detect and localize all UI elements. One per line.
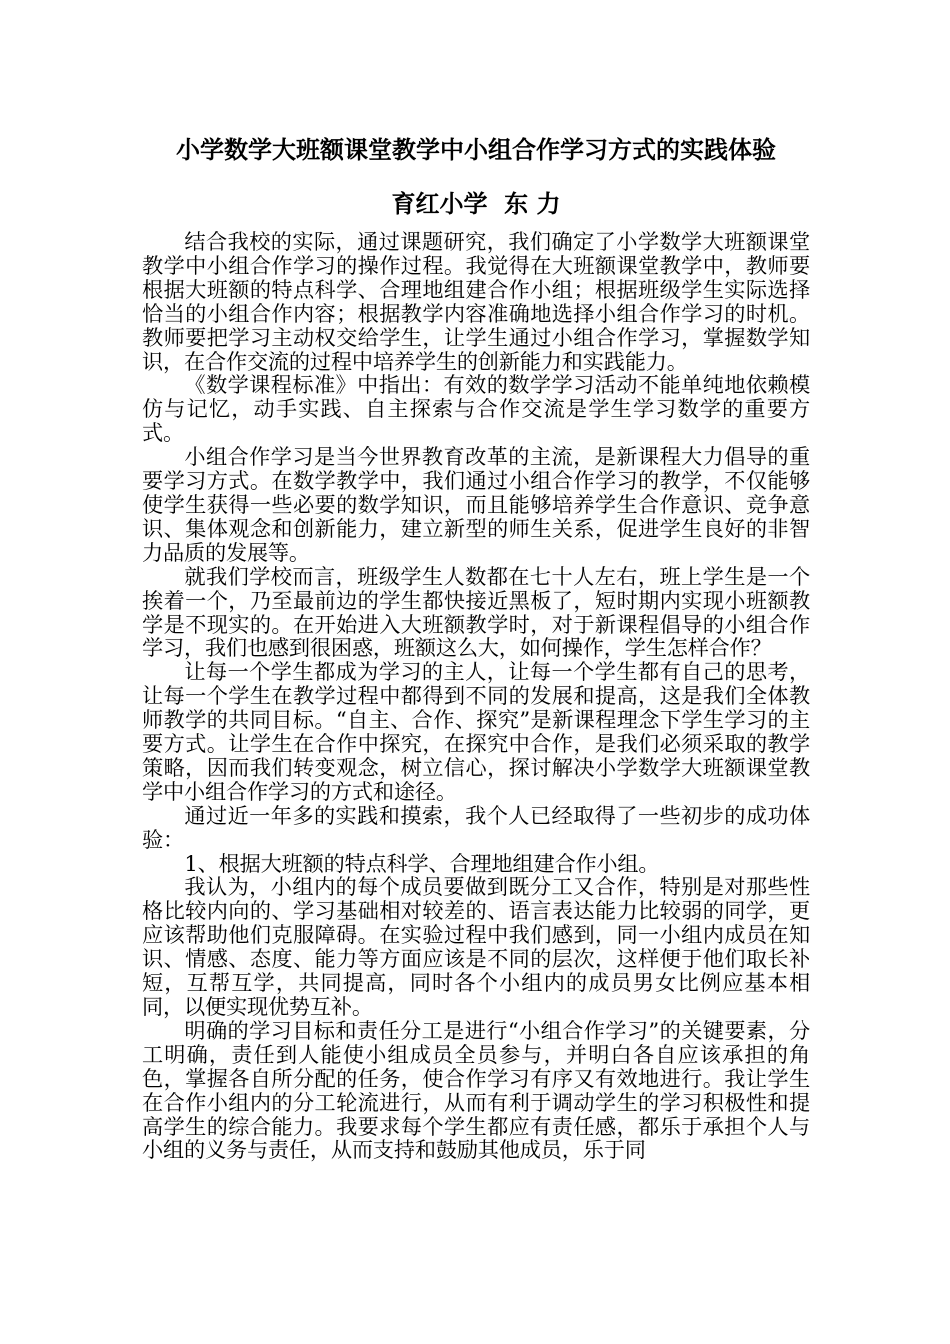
paragraph: 结合我校的实际，通过课题研究，我们确定了小学数学大班额课堂教学中小组合作学习的操作过程。我觉得在大班额课堂教学中，教师要根据大班额的特点科学、合理地组建合作小组；根据班级学生实际选择恰当的小组合作内容；根据教学内容准确地选择小组合作学习的时机。教师要把学习主动权交给学生，让学生通过小组合作学习，掌握数学知识，在合作交流的过程中培养学生的创新能力和实践能力。 (142, 229, 810, 374)
paragraph: 就我们学校而言，班级学生人数都在七十人左右，班上学生是一个挨着一个，乃至最前边的学生都快接近黑板了，短时期内实现小班额教学是不现实的。在开始进入大班额教学时，对于新课程倡导的小组合作学习，我们也感到很困惑，班额这么大，如何操作，学生怎样合作？ (142, 563, 810, 661)
paragraph: 我认为，小组内的每个成员要做到既分工又合作，特别是对那些性格比较内向的、学习基础相对较差的、语言表达能力比较弱的同学，更应该帮助他们克服障碍。在实验过程中我们感到，同一小组内成员在知识、情感、态度、能力等方面应该是不同的层次，这样便于他们取长补短，互帮互学，共同提高，同时各个小组内的成员男女比例应基本相同，以便实现优势互补。 (142, 874, 810, 1019)
paragraph: 小组合作学习是当今世界教育改革的主流，是新课程大力倡导的重要学习方式。在数学教学中，我们通过小组合作学习的教学，不仅能够使学生获得一些必要的数学知识，而且能够培养学生合作意识、竞争意识、集体观念和创新能力，建立新型的师生关系，促进学生良好的非智力品质的发展等。 (142, 444, 810, 565)
paragraph: 通过近一年多的实践和摸索，我个人已经取得了一些初步的成功体验： (142, 802, 810, 852)
section-heading: 1、根据大班额的特点科学、合理地组建合作小组。 (184, 850, 660, 876)
document-title: 小学数学大班额课堂教学中小组合作学习方式的实践体验 (176, 136, 776, 164)
paragraph: 让每一个学生都成为学习的主人，让每一个学生都有自己的思考，让每一个学生在教学过程中都得到不同的发展和提高，这是我们全体教师教学的共同目标。“自主、合作、探究”是新课程理念下学生学习的主要方式。让学生在合作中探究，在探究中合作，是我们必须采取的教学策略，因而我们转变观念，树立信心，探讨解决小学数学大班额课堂教学中小组合作学习的方式和途径。 (142, 659, 810, 804)
paragraph: 《数学课程标准》中指出：有效的数学学习活动不能单纯地依赖模仿与记忆，动手实践、自主探索与合作交流是学生学习数学的重要方式。 (142, 372, 810, 446)
document-body (142, 230, 810, 1162)
document-page (142, 128, 810, 1162)
author-byline: 育红小学 东 力 (391, 190, 561, 218)
paragraph: 明确的学习目标和责任分工是进行“小组合作学习”的关键要素，分工明确，责任到人能使小组成员全员参与，并明白各自应该承担的角色，掌握各自所分配的任务，使合作学习有序又有效地进行。我让学生在合作小组内的分工轮流进行，从而有利于调动学生的学习积极性和提高学生的综合能力。我要求每个学生都应有责任感，都乐于承担个人与小组的义务与责任，从而支持和鼓励其他成员，乐于同 (142, 1017, 810, 1163)
